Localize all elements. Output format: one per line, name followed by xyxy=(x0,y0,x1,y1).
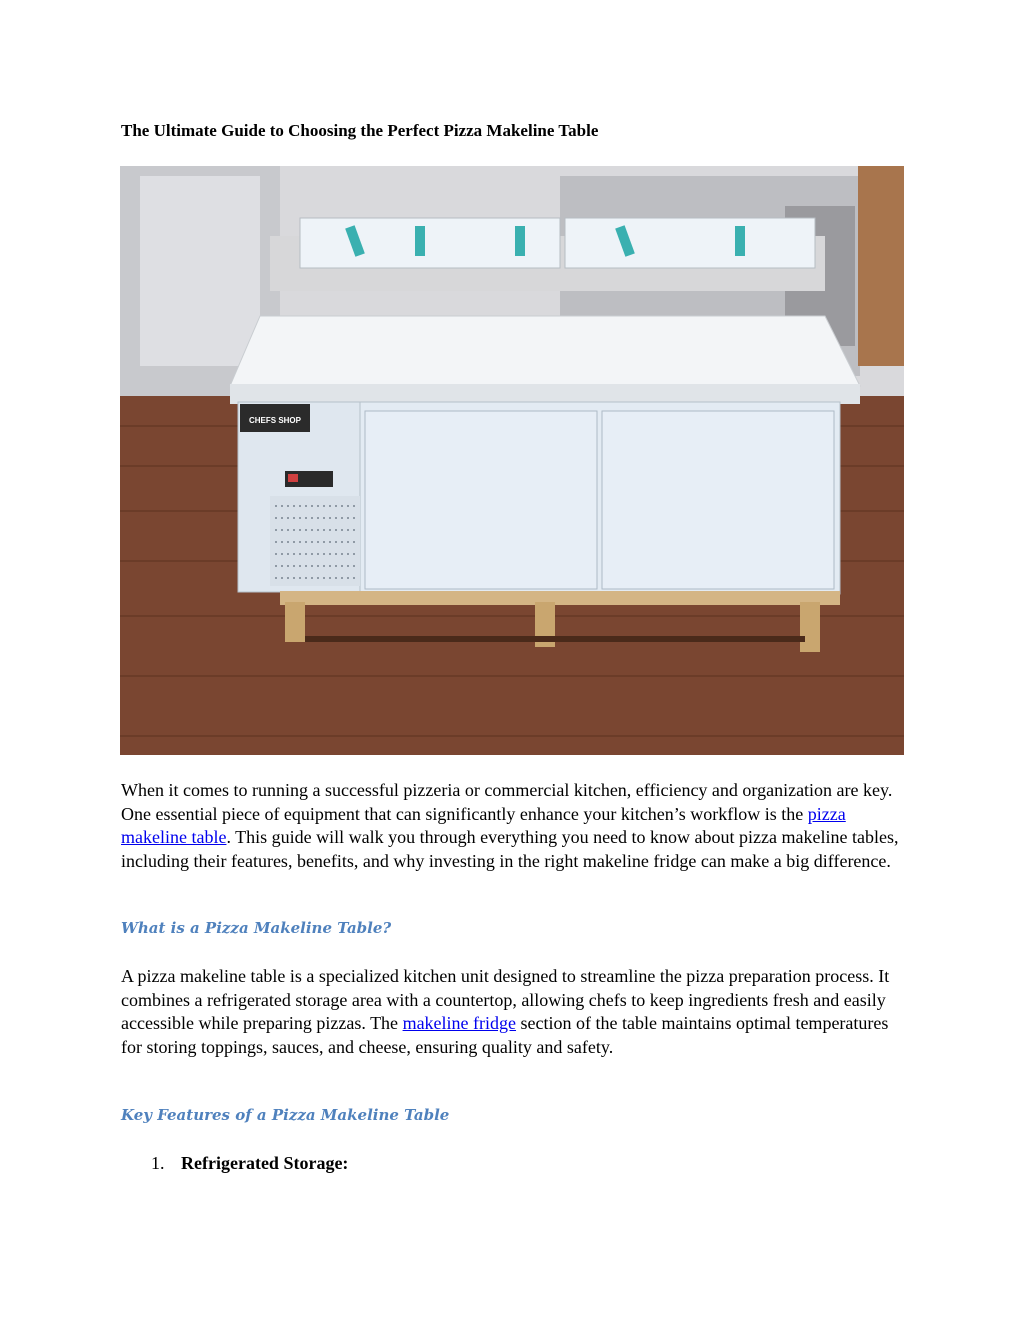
document-title: The Ultimate Guide to Choosing the Perfect Pizza Makeline Table xyxy=(121,121,599,140)
makeline-fridge-link[interactable]: makeline fridge xyxy=(402,1013,517,1033)
section1-text-after-link: section of the table maintains optimal temperatures for storing toppings, sauces, and cheese, ensuring quality and safety. xyxy=(121,1013,889,1057)
intro-paragraph xyxy=(121,779,911,873)
pizza-makeline-table-link[interactable]: pizza makeline table xyxy=(121,803,846,847)
key-features-list xyxy=(121,1153,348,1174)
list-item-number: 1. xyxy=(151,1153,165,1173)
section-heading-what-is: What is a Pizza Makeline Table? xyxy=(121,919,392,937)
section-heading-key-features: Key Features of a Pizza Makeline Table xyxy=(121,1106,450,1124)
section1-text-before-link: A pizza makeline table is a specialized kitchen unit designed to streamline the pizza preparation process. It combines a refrigerated storage area with a countertop, allowing chefs to keep ingredients fresh and easily accessible while preparing pizzas. The xyxy=(121,966,890,1033)
section1-paragraph xyxy=(121,965,911,1059)
list-item-label: Refrigerated Storage: xyxy=(181,1153,349,1173)
intro-text-after-link: . This guide will walk you through everything you need to know about pizza makeline tables, including their features, benefits, and why investing in the right makeline fridge can make a big difference. xyxy=(121,827,899,871)
intro-text-before-link: When it comes to running a successful pizzeria or commercial kitchen, efficiency and organization are key. One essential piece of equipment that can significantly enhance your kitchen’s workflow is the xyxy=(121,780,893,824)
brand-badge: CHEFS SHOP xyxy=(248,416,302,425)
list-item xyxy=(121,1153,348,1174)
product-photo xyxy=(120,166,904,755)
